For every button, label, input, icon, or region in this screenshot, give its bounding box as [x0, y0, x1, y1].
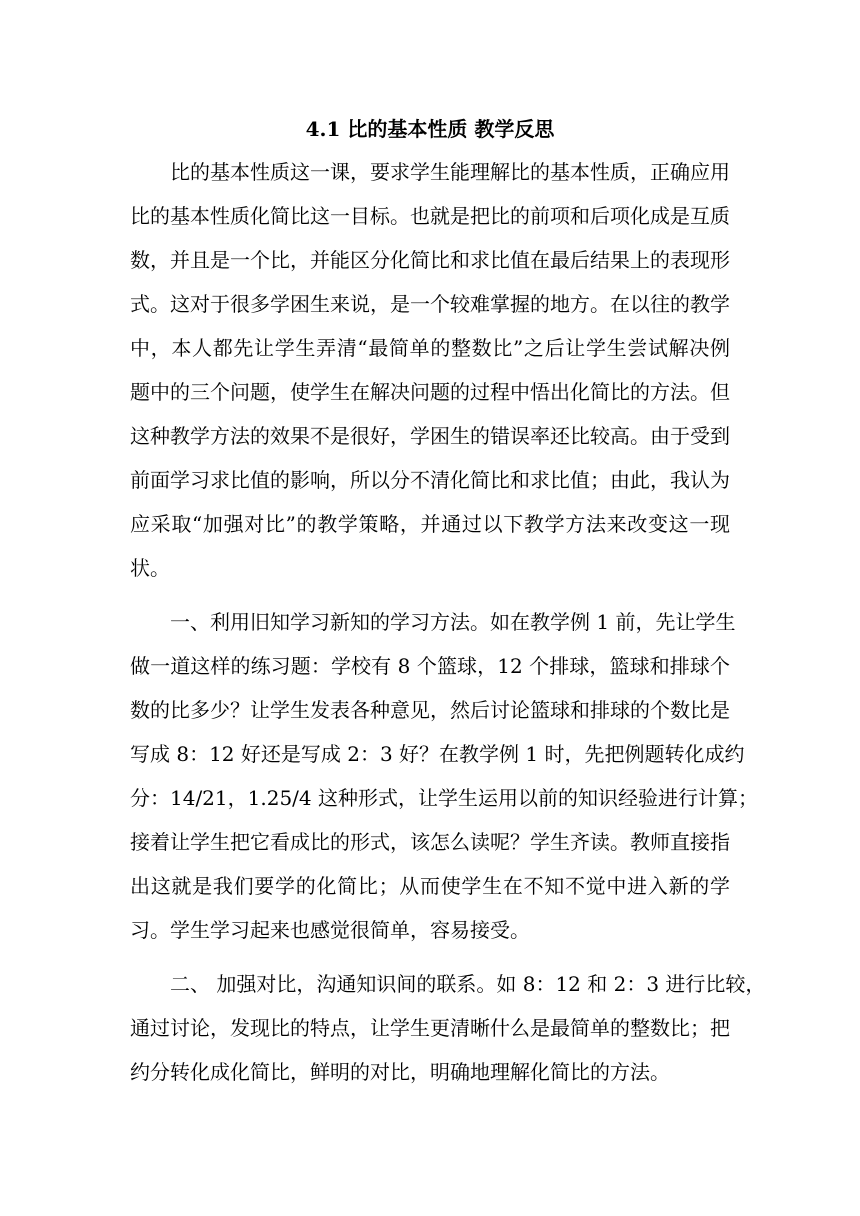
- paragraph-1-line-10: 状。: [130, 556, 170, 580]
- paragraph-3-line-3: 约分转化成化简比，鲜明的对比，明确地理解化简比的方法。: [130, 1060, 670, 1084]
- paragraph-1-line-4: 式。这对于很多学困生来说，是一个较难掌握的地方。在以往的教学: [130, 292, 730, 316]
- paragraph-1-line-8: 前面学习求比值的影响，所以分不清化简比和求比值；由此，我认为: [130, 468, 730, 492]
- paragraph-2-line-1: 一、利用旧知学习新知的学习方法。如在教学例 1 前，先让学生: [170, 610, 736, 634]
- paragraph-2-line-2: 做一道这样的练习题：学校有 8 个篮球，12 个排球，篮球和排球个: [130, 654, 730, 678]
- paragraph-3-line-1: 二、 加强对比，沟通知识间的联系。如 8：12 和 2：3 进行比较，: [170, 972, 766, 996]
- document-title: 4.1 比的基本性质 教学反思: [305, 117, 555, 141]
- paragraph-2-line-8: 习。学生学习起来也感觉很简单，容易接受。: [130, 918, 530, 942]
- paragraph-1-line-9: 应采取“加强对比”的教学策略，并通过以下教学方法来改变这一现: [130, 512, 730, 536]
- paragraph-3-line-2: 通过讨论，发现比的特点，让学生更清晰什么是最简单的整数比；把: [130, 1016, 730, 1040]
- paragraph-2-line-3: 数的比多少？让学生发表各种意见，然后讨论篮球和排球的个数比是: [130, 698, 730, 722]
- paragraph-1-line-3: 数，并且是一个比，并能区分化简比和求比值在最后结果上的表现形: [130, 248, 730, 272]
- paragraph-2-line-6: 接着让学生把它看成比的形式，该怎么读呢？学生齐读。教师直接指: [130, 830, 730, 854]
- paragraph-1-line-6: 题中的三个问题，使学生在解决问题的过程中悟出化简比的方法。但: [130, 380, 730, 404]
- paragraph-1-line-5: 中，本人都先让学生弄清“最简单的整数比”之后让学生尝试解决例: [130, 336, 730, 360]
- paragraph-1-line-7: 这种教学方法的效果不是很好，学困生的错误率还比较高。由于受到: [130, 424, 730, 448]
- paragraph-2-line-5: 分：14/21，1.25/4 这种形式，让学生运用以前的知识经验进行计算；: [130, 786, 758, 810]
- paragraph-1-line-1: 比的基本性质这一课，要求学生能理解比的基本性质，正确应用: [170, 160, 730, 184]
- paragraph-2-line-7: 出这就是我们要学的化简比；从而使学生在不知不觉中进入新的学: [130, 874, 730, 898]
- paragraph-1-line-2: 比的基本性质化简比这一目标。也就是把比的前项和后项化成是互质: [130, 204, 730, 228]
- paragraph-2-line-4: 写成 8：12 好还是写成 2：3 好？在教学例 1 时，先把例题转化成约: [130, 742, 745, 766]
